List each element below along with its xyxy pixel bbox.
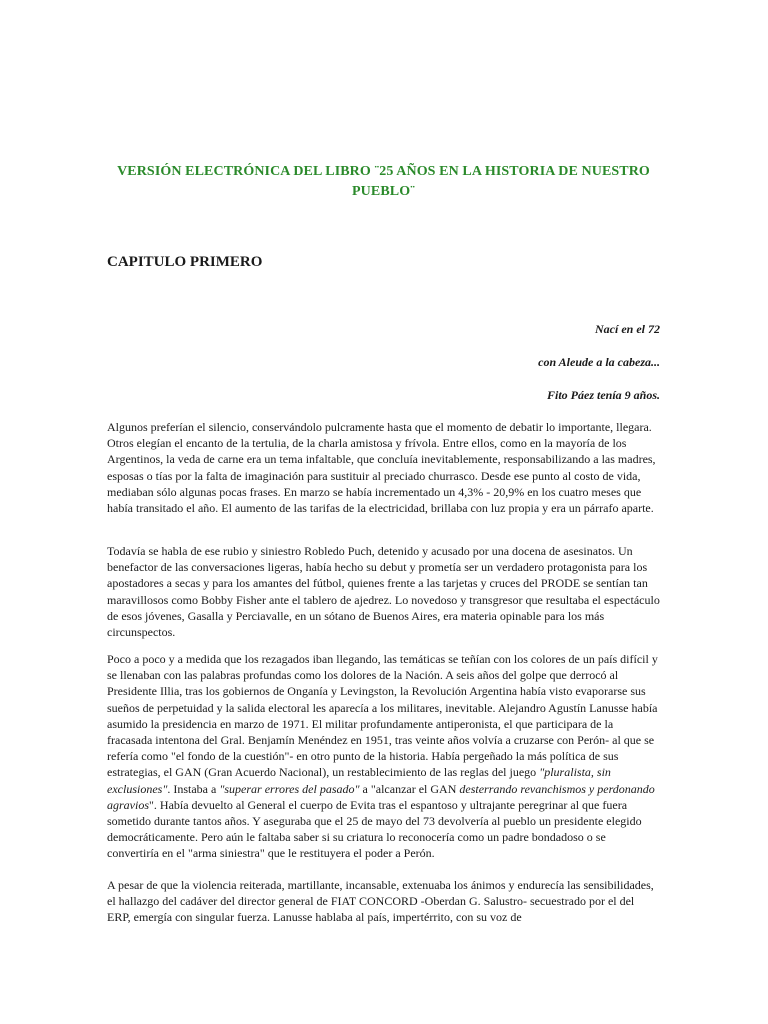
document-title: VERSIÓN ELECTRÓNICA DEL LIBRO ¨25 AÑOS EN LA HISTORIA DE NUESTRO PUEBLO¨ (117, 164, 650, 199)
epigraph-line-2: con Aleude a la cabeza... (538, 355, 660, 369)
epigraph-line-3: Fito Páez tenía 9 años. (546, 388, 660, 402)
paragraph-2: Todavía se habla de ese rubio y siniestro Robledo Puch, detenido y acusado por una docena de asesinatos. Un benefactor de las conversaciones ligeras, había hecho su debut y prometía ser un verdadero protagonista para los apostadores a secas y para los amantes del fútbol, quienes frente a las tarjetas y cruces del PRODE se sentían tan maravillosos como Bobby Fisher ante el tablero de ajedrez. Lo novedoso y transgresor que resultaba el espectáculo de esos jóvenes, Gasalla y Perciavalle, en un sótano de Buenos Aires, era materia opinable para los más circunspectos. (107, 544, 660, 640)
paragraph-3-text-b: . Instaba a (167, 781, 220, 796)
paragraph-1: Algunos preferían el silencio, conservándolo pulcramente hasta que el momento de debatir lo importante, llegara. Otros elegían el encanto de la tertulia, de la charla amistosa y frívola. Entre ellos, como en la mayoría de los Argentinos, la veda de carne era un tema infaltable, que concluía inevitablemente, responsabilizando a las madres, esposas o tías por la falta de imaginación para sustituir al preciado churrasco. Desde ese punto al costo de vida, mediaban sólo algunas pocas frases. En marzo se había incrementado un 4,3% - 20,9% en los cuatro meses que había transitado el año. El aumento de las tarifas de la electricidad, brillaba con luz propia y era un párrafo aparte. (107, 420, 656, 516)
paragraph-3-text-d: ". Había devuelto al General el cuerpo de Evita tras el espantoso y ultrajante peregrinar al que fuera sometido durante tantos años. Y aseguraba que el 25 de mayo del 73 devolvería al pueblo un presidente elegido democráticamente. Pero aún le faltaba saber si su criatura lo reconocería como un padre bondadoso o se convertiría en el "arma siniestra" que le restituyera el poder a Perón. (107, 797, 642, 861)
paragraph-3-quote-pluralista: "pluralista, sin exclusiones" (107, 765, 611, 796)
paragraph-3-text-c: a "alcanzar el GAN (359, 781, 460, 796)
paragraph-3-quote-superar: "superar errores del pasado" (219, 781, 360, 796)
chapter-heading: CAPITULO PRIMERO (107, 254, 263, 270)
paragraph-3-quote-desterrando: desterrando revanchismos y perdonando agravios (107, 781, 655, 812)
paragraph-3-text-a: Poco a poco y a medida que los rezagados iban llegando, las temáticas se teñían con los colores de un país difícil y se llenaban con las palabras profundas como los dolores de la Nación. A seis años del golpe que derrocó al Presidente Illia, tras los gobiernos de Onganía y Levingston, la Revolución Argentina había visto evaporarse sus sueños de perpetuidad y la salida electoral les aparecía a los militares, inevitable. Alejandro Agustín Lanusse había asumido la presidencia en marzo de 1971. El militar profundamente antiperonista, el que participara de la fracasada intentona del Gral. Benjamín Menéndez en 1951, tras veinte años volvía a cruzarse con Perón- al que se refería como "el fondo de la cuestión"- en otro punto de la historia. Había pergeñado la más política de sus estrategias, el GAN (Gran Acuerdo Nacional), un restablecimiento de las reglas del juego (107, 652, 658, 780)
paragraph-4: A pesar de que la violencia reiterada, martillante, incansable, extenuaba los ánimos y endurecía las sensibilidades, el hallazgo del cadáver del director general de FIAT CONCORD -Oberdan G. Salustro- secuestrado por el del ERP, emergía con singular fuerza. Lanusse hablaba al país, impertérrito, con su voz de (107, 878, 654, 925)
epigraph-line-1: Nací en el 72 (595, 322, 660, 336)
paragraph-3 (107, 651, 660, 862)
